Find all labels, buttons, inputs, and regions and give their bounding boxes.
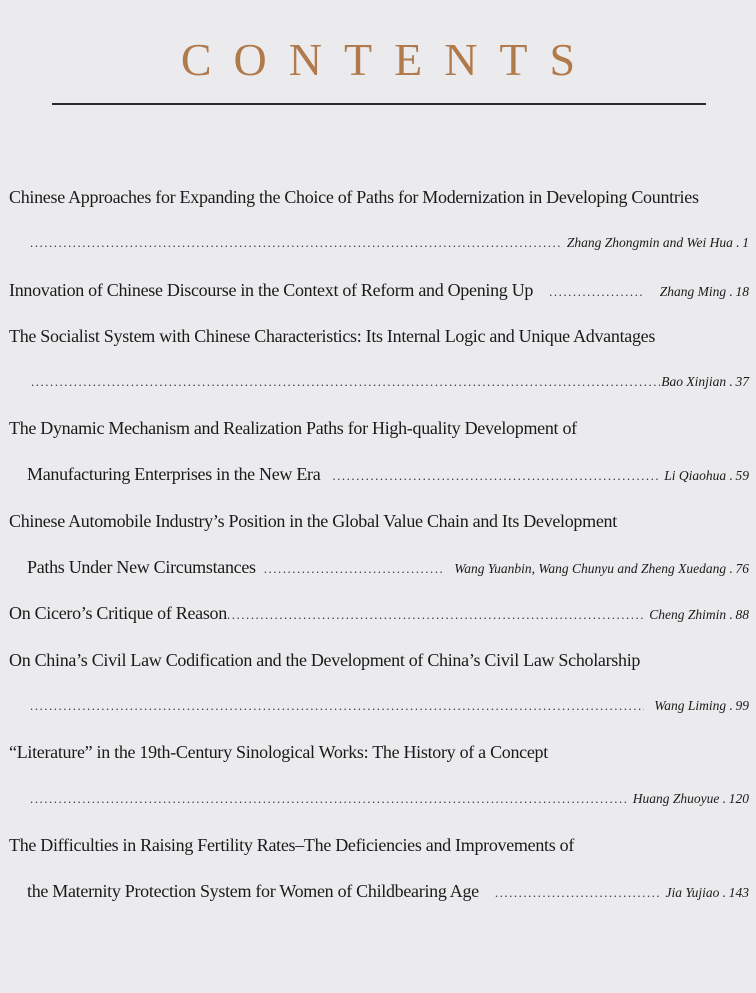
toc-entry-page: 120 xyxy=(728,791,749,806)
toc-entry-1-leader[interactable] xyxy=(30,228,749,258)
page-separator: . xyxy=(729,561,733,576)
toc-entry-8-leader[interactable] xyxy=(30,784,749,814)
toc-entry-5-title[interactable] xyxy=(9,506,749,536)
dot-leader xyxy=(549,277,644,307)
toc-entry-page: 18 xyxy=(735,284,749,299)
toc-entry-title-continued: Manufacturing Enterprises in the New Era xyxy=(27,464,321,484)
toc-entry-author: Cheng Zhimin xyxy=(649,607,727,622)
dot-leader xyxy=(30,784,629,814)
toc-entry-title: On Cicero’s Critique of Reason xyxy=(9,603,227,623)
toc-entry-author: Wang Liming xyxy=(654,698,727,713)
toc-entry-title: Chinese Approaches for Expanding the Choice of Paths for Modernization in Developing Countries xyxy=(9,187,699,207)
toc-entry-title-continued: Paths Under New Circumstances xyxy=(27,557,256,577)
toc-entry-title: The Difficulties in Raising Fertility Rates–The Deficiencies and Improvements of xyxy=(9,835,575,855)
page-separator: . xyxy=(722,791,726,806)
page-separator: . xyxy=(729,607,733,622)
dot-leader xyxy=(227,600,645,630)
toc-entry-author: Zhang Zhongmin and Wei Hua xyxy=(566,235,733,250)
toc-entry-author: Li Qiaohua xyxy=(664,468,727,483)
page-separator: . xyxy=(729,284,733,299)
toc-entry-page: 88 xyxy=(735,607,749,622)
dot-leader xyxy=(264,554,444,584)
dot-leader xyxy=(31,367,660,397)
dot-leader xyxy=(30,228,561,258)
toc-entry-4-title[interactable] xyxy=(9,413,749,443)
page-separator: . xyxy=(735,235,740,250)
toc-entry-4-title-continued[interactable] xyxy=(27,459,749,489)
dot-leader xyxy=(495,878,660,908)
toc-entry-6[interactable] xyxy=(9,598,749,628)
page-separator: . xyxy=(729,374,733,389)
toc-entry-5-title-continued[interactable] xyxy=(27,552,749,582)
toc-entry-author: Wang Yuanbin, Wang Chunyu and Zheng Xuedang xyxy=(454,561,727,576)
toc-entry-title: On China’s Civil Law Codification and the Development of China’s Civil Law Scholarship xyxy=(9,650,641,670)
page-separator: . xyxy=(729,698,733,713)
toc-entry-page: 37 xyxy=(735,374,749,389)
toc-entry-author: Zhang Ming xyxy=(659,284,727,299)
toc-entry-7-title[interactable] xyxy=(9,645,749,675)
toc-entry-1-title[interactable] xyxy=(9,182,749,212)
toc-entry-title: Innovation of Chinese Discourse in the Context of Reform and Opening Up xyxy=(9,280,534,300)
toc-entry-page: 59 xyxy=(735,468,749,483)
toc-entry-title: The Socialist System with Chinese Characteristics: Its Internal Logic and Unique Advantages xyxy=(9,326,656,346)
page-separator: . xyxy=(722,885,726,900)
toc-entry-page: 143 xyxy=(728,885,749,900)
toc-entry-title-continued: the Maternity Protection System for Women of Childbearing Age xyxy=(27,881,479,901)
heading-divider xyxy=(52,103,706,105)
toc-entry-title: The Dynamic Mechanism and Realization Paths for High-quality Development of xyxy=(9,418,577,438)
toc-entry-author: Jia Yujiao xyxy=(665,885,720,900)
toc-entry-9-title[interactable] xyxy=(9,830,749,860)
toc-entry-8-title[interactable] xyxy=(9,737,749,767)
toc-entry-title: Chinese Automobile Industry’s Position in the Global Value Chain and Its Development xyxy=(9,511,617,531)
toc-entry-author: Bao Xinjian xyxy=(661,374,727,389)
toc-entry-author: Huang Zhuoyue xyxy=(632,791,720,806)
toc-entry-2[interactable] xyxy=(9,275,749,305)
toc-entry-9-title-continued[interactable] xyxy=(27,876,749,906)
dot-leader xyxy=(332,461,660,491)
dot-leader xyxy=(30,691,644,721)
contents-heading: CONTENTS xyxy=(180,34,598,85)
toc-entry-3-title[interactable] xyxy=(9,321,749,351)
toc-entry-page: 76 xyxy=(735,561,749,576)
page-separator: . xyxy=(729,468,733,483)
toc-entry-3-leader[interactable] xyxy=(30,367,749,397)
toc-entry-page: 1 xyxy=(742,235,749,250)
toc-entry-7-leader[interactable] xyxy=(30,691,749,721)
toc-entry-page: 99 xyxy=(735,698,749,713)
toc-entry-title: “Literature” in the 19th-Century Sinological Works: The History of a Concept xyxy=(9,742,548,762)
